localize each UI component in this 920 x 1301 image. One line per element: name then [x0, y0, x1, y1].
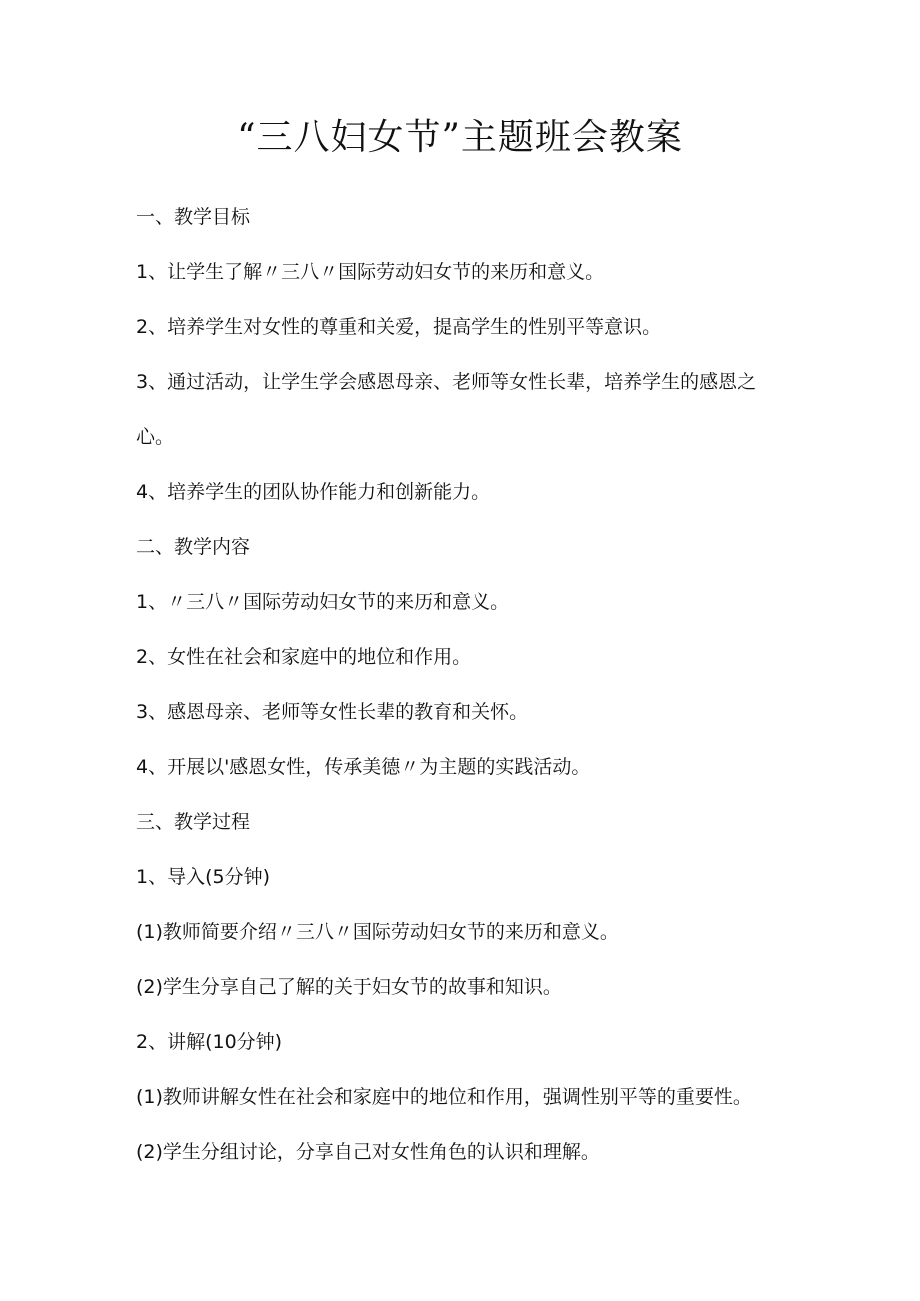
goal-item-4: 4、培养学生的团队协作能力和创新能力。	[136, 481, 491, 503]
content-item-2: 2、女性在社会和家庭中的地位和作用。	[136, 646, 472, 668]
document-title: “三八妇女节”主题班会教案	[237, 117, 683, 158]
process-step-1-item-2: (2)学生分享自己了解的关于妇女节的故事和知识。	[136, 976, 562, 998]
content-item-4: 4、开展以'感恩女性，传承美德〃为主题的实践活动。	[136, 756, 591, 778]
section-heading-teaching-goals: 一、教学目标	[136, 206, 251, 228]
document-body	[136, 190, 756, 1180]
content-item-3: 3、感恩母亲、老师等女性长辈的教育和关怀。	[136, 701, 529, 723]
section-heading-teaching-process: 三、教学过程	[136, 811, 251, 833]
process-step-1-heading: 1、导入(5分钟)	[136, 866, 271, 888]
goal-item-3-continued: 心。	[136, 426, 175, 448]
goal-item-1: 1、让学生了解〃三八〃国际劳动妇女节的来历和意义。	[136, 261, 605, 283]
section-heading-teaching-content: 二、教学内容	[136, 536, 251, 558]
goal-item-3: 3、通过活动，让学生学会感恩母亲、老师等女性长辈，培养学生的感恩之	[136, 371, 757, 393]
process-step-1-item-1: (1)教师简要介绍〃三八〃国际劳动妇女节的来历和意义。	[136, 921, 619, 943]
goal-item-2: 2、培养学生对女性的尊重和关爱，提高学生的性别平等意识。	[136, 316, 662, 338]
process-step-2-item-1: (1)教师讲解女性在社会和家庭中的地位和作用，强调性别平等的重要性。	[136, 1086, 752, 1108]
content-item-1: 1、〃三八〃国际劳动妇女节的来历和意义。	[136, 591, 510, 613]
process-step-2-heading: 2、讲解(10分钟)	[136, 1031, 283, 1053]
process-step-2-item-2: (2)学生分组讨论，分享自己对女性角色的认识和理解。	[136, 1141, 600, 1163]
